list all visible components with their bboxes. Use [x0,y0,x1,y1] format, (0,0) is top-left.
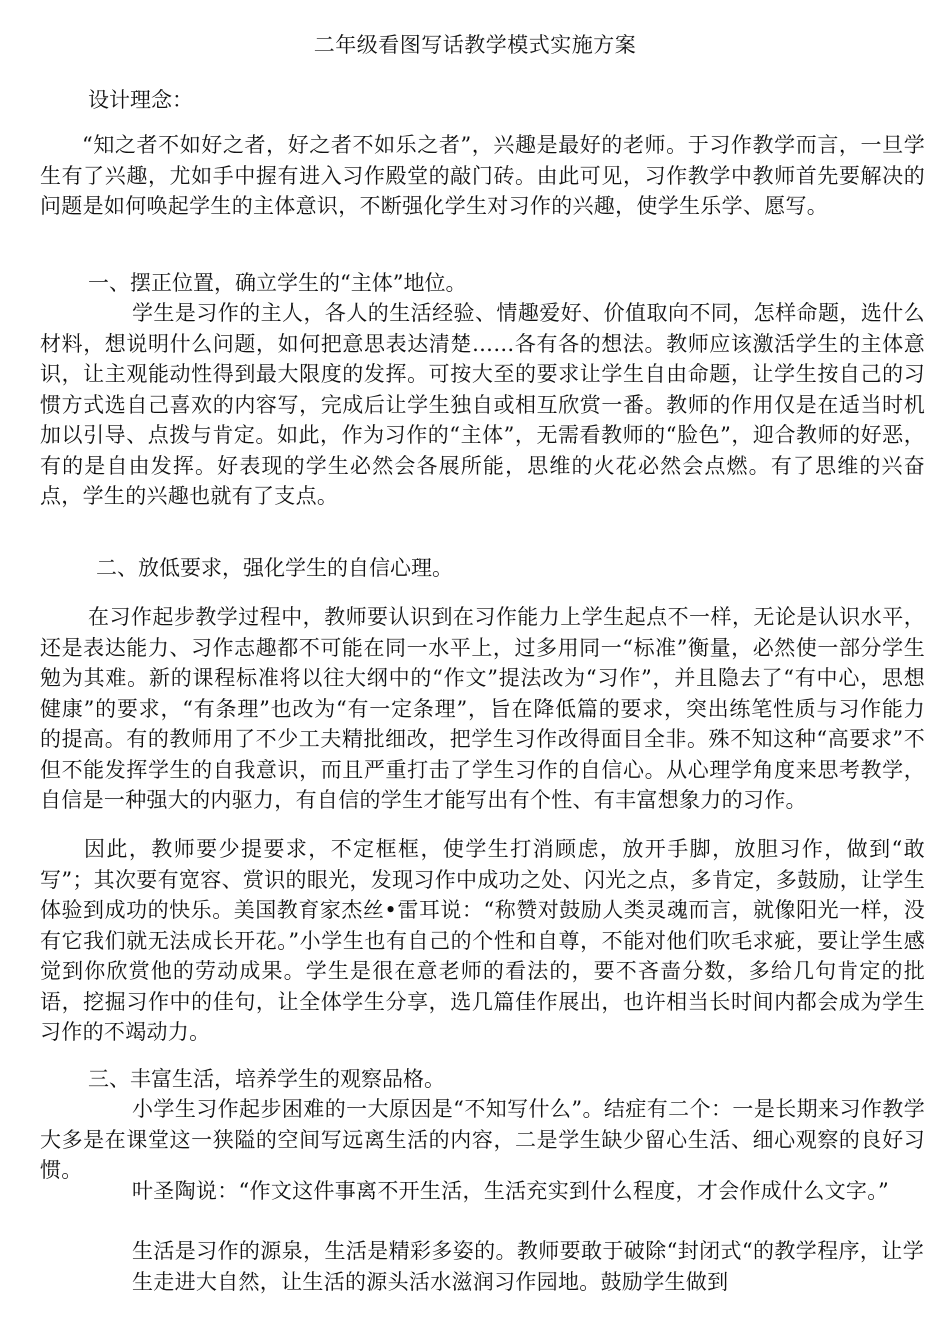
section-3-paragraph-3: 生活是习作的源泉，生活是精彩多姿的。教师要敢于破除“封闭式“的教学程序，让学生走进大自然，让生活的源头活水滋润习作园地。鼓励学生做到 [132,1239,924,1294]
section-3-paragraph-2: 叶圣陶说：“作文这件事离不开生活，生活充实到什么程度，才会作成什么文字。” [132,1179,890,1203]
section-3-paragraph-1: 小学生习作起步困难的一大原因是“不知写什么”。结症有二个：一是长期来习作教学大多是在课堂这一狭隘的空间写远离生活的内容，二是学生缺少留心生活、细心观察的良好习惯。 [40,1097,925,1182]
section-2-paragraph-1: 在习作起步教学过程中，教师要认识到在习作能力上学生起点不一样，无论是认识水平，还是表达能力、习作志趣都不可能在同一水平上，过多用同一“标准”衡量，必然使一部分学生勉为其难。新的课程标准将以往大纲中的“作文”提法改为“习作”，并且隐去了“有中心，思想健康”的要求，“有条理”也改为“有一定条理”，旨在降低篇的要求，突出练笔性质与习作能力的提高。有的教师用了不少工夫精批细改，把学生习作改得面目全非。殊不知这种“高要求”不但不能发挥学生的自我意识，而且严重打击了学生习作的自信心。从心理学角度来思考教学，自信是一种强大的内驱力，有自信的学生才能写出有个性、有丰富想象力的习作。 [40,605,925,812]
section-2-paragraph-2: 因此，教师要少提要求，不定框框，使学生打消顾虑，放开手脚，放胆习作，做到“敢写”；其次要有宽容、赏识的眼光，发现习作中成功之处、闪光之点，多肯定，多鼓励，让学生体验到成功的快乐。美国教育家杰丝•雷耳说：“称赞对鼓励人类灵魂而言，就像阳光一样，没有它我们就无法成长开花。”小学生也有自己的个性和自尊，不能对他们吹毛求疵，要让学生感觉到你欣赏他的劳动成果。学生是很在意老师的看法的，要不吝啬分数，多给几句肯定的批语，挖掘习作中的佳句，让全体学生分享，选几篇佳作展出，也许相当长时间内都会成为学生习作的不竭动力。 [40,837,925,1044]
document-title: 二年级看图写话教学模式实施方案 [313,33,637,57]
section-3-heading: 三、丰富生活，培养学生的观察品格。 [88,1067,445,1091]
section-1-heading: 一、摆正位置，确立学生的“主体”地位。 [88,271,467,295]
design-concept-label: 设计理念： [88,88,193,112]
section-1-paragraph: 学生是习作的主人，各人的生活经验、情趣爱好、价值取向不同，怎样命题，选什么材料，想说明什么问题，如何把意思表达清楚……各有各的想法。教师应该激活学生的主体意识，让主观能动性得到最大限度的发挥。可按大至的要求让学生自由命题，让学生按自己的习惯方式选自己喜欢的内容写，完成后让学生独自或相互欣赏一番。教师的作用仅是在适当时机加以引导、点拨与肯定。如此，作为习作的“主体”，无需看教师的“脸色”，迎合教师的好恶，有的是自由发挥。好表现的学生必然会各展所能，思维的火花必然会点燃。有了思维的兴奋点，学生的兴趣也就有了支点。 [40,301,925,508]
intro-paragraph: “知之者不如好之者，好之者不如乐之者”，兴趣是最好的老师。于习作教学而言，一旦学生有了兴趣，尤如手中握有进入习作殿堂的敲门砖。由此可见，习作教学中教师首先要解决的问题是如何唤起学生的主体意识，不断强化学生对习作的兴趣，使学生乐学、愿写。 [40,133,925,218]
section-2-heading: 二、放低要求，强化学生的自信心理。 [96,556,453,580]
